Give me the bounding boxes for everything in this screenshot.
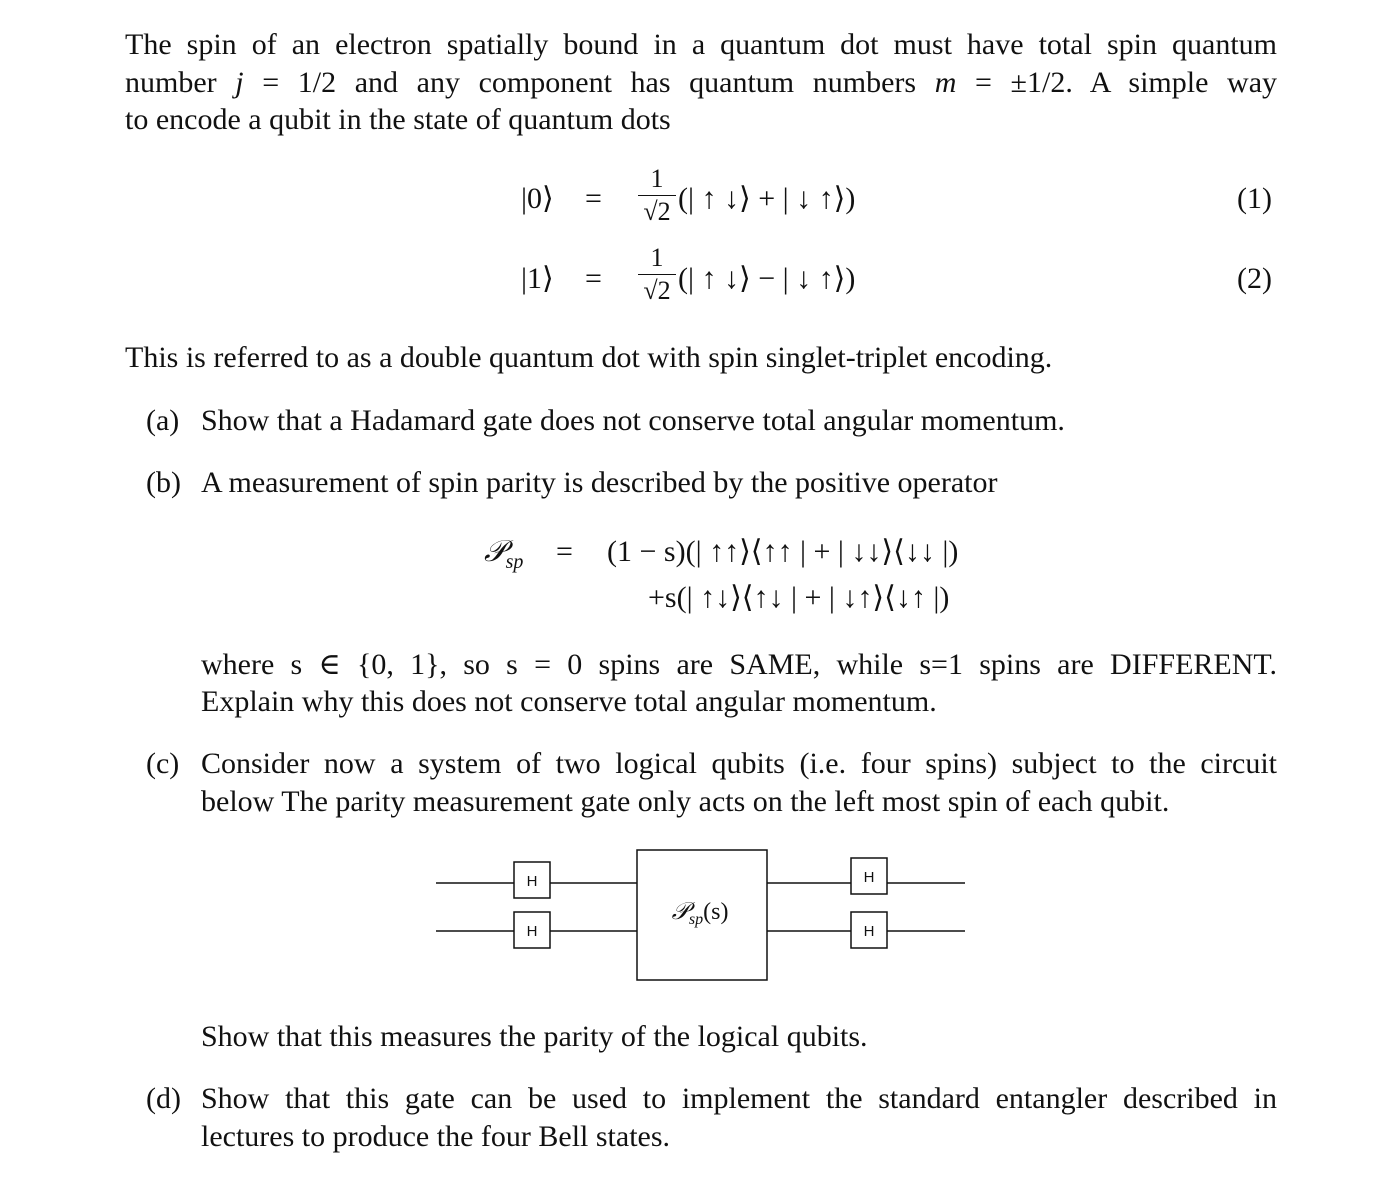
intro-line-2-a: number — [125, 66, 217, 99]
parity-box-argument: (s) — [703, 899, 729, 925]
eq2-number: (2) — [1237, 262, 1272, 295]
gate-label-left-top: H — [526, 873, 538, 890]
intro-line-2-b: = 1/2 and any component has quantum numbers — [262, 66, 917, 99]
part-a-text: Show that a Hadamard gate does not conserve total angular momentum. — [201, 404, 1065, 437]
parity-operator-symbol: 𝒫 — [484, 535, 506, 568]
part-c-after: Show that this measures the parity of the logical qubits. — [201, 1020, 868, 1053]
intro-line-2-c: = ±1/2. A simple way — [974, 66, 1278, 99]
gate-label-left-bottom: H — [526, 923, 538, 940]
eq1-rel: = — [585, 182, 602, 215]
part-b-text: A measurement of spin parity is described by the positive operator — [201, 466, 998, 499]
part-a-label: (a) — [146, 404, 180, 437]
part-d-label: (d) — [146, 1082, 181, 1115]
part-d-line-2: lectures to produce the four Bell states. — [201, 1120, 671, 1153]
part-c-label: (c) — [146, 747, 180, 780]
eq2-denominator: √2 — [643, 276, 671, 305]
eq1-lhs: |0⟩ — [521, 182, 554, 215]
parity-operator-subscript: sp — [505, 551, 524, 573]
parity-operator-rel: = — [556, 535, 573, 568]
eq2-rhs: (| ↑ ↓⟩ − | ↓ ↑⟩) — [678, 262, 856, 295]
part-d-line-1: Show that this gate can be used to implement the standard entangler described in — [201, 1082, 1277, 1115]
parity-box-subscript: sp — [688, 911, 704, 928]
part-b-explain: Explain why this does not conserve total angular momentum. — [201, 685, 937, 718]
part-c-line-1: Consider now a system of two logical qubits (i.e. four spins) subject to the circuit — [201, 747, 1277, 780]
eq2-lhs: |1⟩ — [521, 262, 554, 295]
gate-label-right-bottom: H — [863, 923, 875, 940]
eq1-rhs: (| ↑ ↓⟩ + | ↓ ↑⟩) — [678, 182, 856, 215]
parity-operator-line-2: +s(| ↑↓⟩⟨↑↓ | + | ↓↑⟩⟨↓↑ |) — [648, 581, 950, 614]
eq1-numerator: 1 — [650, 164, 664, 193]
eq1-denominator: √2 — [643, 197, 671, 226]
intro-j-symbol: j — [235, 66, 244, 99]
intro-m-symbol: m — [934, 66, 957, 99]
part-c-line-2: below The parity measurement gate only acts on the left most spin of each qubit. — [201, 785, 1170, 818]
gate-label-right-top: H — [863, 869, 875, 886]
part-b-label: (b) — [146, 466, 181, 499]
eq1-number: (1) — [1237, 182, 1272, 215]
eq2-rel: = — [585, 262, 602, 295]
part-b-where-line: where s ∈ {0, 1}, so s = 0 spins are SAME, while s=1 spins are DIFFERENT. — [201, 648, 1277, 681]
eq2-numerator: 1 — [650, 243, 664, 272]
parity-operator-line-1: (1 − s)(| ↑↑⟩⟨↑↑ | + | ↓↓⟩⟨↓↓ |) — [607, 535, 959, 568]
parity-box-symbol: 𝒫 — [671, 899, 689, 925]
after-equations-text: This is referred to as a double quantum dot with spin singlet-triplet encoding. — [125, 341, 1053, 374]
intro-line-1: The spin of an electron spatially bound in a quantum dot must have total spin quantum — [125, 28, 1277, 61]
intro-line-3: to encode a qubit in the state of quantum dots — [125, 103, 671, 136]
